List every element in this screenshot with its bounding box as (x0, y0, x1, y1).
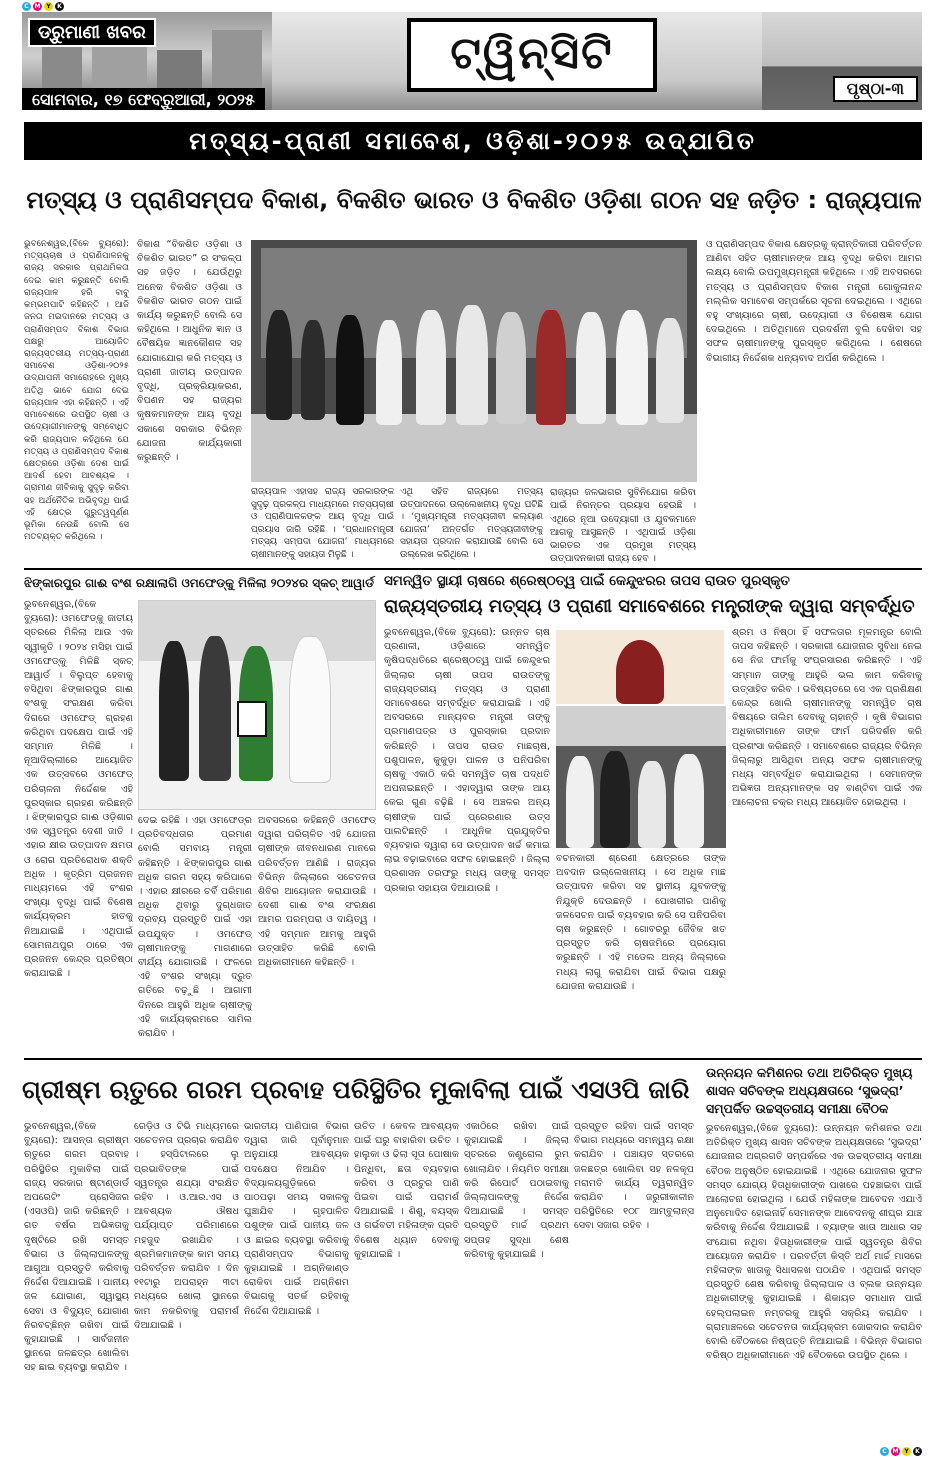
story-b-column-3-text: ଅବସରରେ କହିଛନ୍ତି ଓମଫେଡ୍ ଦ୍ୱାରା ପରିଚାଳିତ ଏହି ଯୋଜନା ଚାଷୀଙ୍କ ଜୀବନଧାରଣ ମାନରେ ପରିବର୍ତ୍ତନ ଆଣିଛି । ରାଜ୍ୟର ବିଭିନ୍ନ ଜିଲ୍ଲାରେ ସଚେତନତା ଶିବିର ଆୟୋଜନ କରାଯାଉଛି । ଦେଶୀ ଗାଈ ବଂଶ ସଂରକ୍ଷଣ ଆମର ପରମ୍ପରା ଓ ଦାୟିତ୍ୱ । ଏହି ସମ୍ମାନ ଆମକୁ ଆହୁରି ଉତ୍ସାହିତ କରିଛି ବୋଲି ଅଧିକାରୀମାନେ କହିଛନ୍ତି । (258, 815, 376, 969)
story-d-column-6-text: ପ୍ରସ୍ତୁତ ରହିବା ପାଇଁ ସମସ୍ତ ବିଭାଗ ମଧ୍ୟରେ ସମନ୍ୱୟ ରକ୍ଷା କରାଯିବ । ପଞ୍ଚାୟତ ସ୍ତରରେ ଜଳଛତ୍ର ଖୋଲିବା ସହ ନଳକୂପ ମରାମତି କାର୍ଯ୍ୟ ତ୍ୱରାନ୍ୱିତ କରାଯିବ । ଜରୁରୀକାଳୀନ ପରିସ୍ଥିତିରେ ୧୦୮ ଆମ୍ବୁଲାନ୍ସ ସେବା ସଜାଗ ରହିବ । (574, 1121, 694, 1232)
lead-event-photo (251, 240, 697, 482)
story-c-column-2-text: ବଚନକାରୀ ଶ୍ରେଣୀ କ୍ଷେତ୍ରରେ ତାଙ୍କ ଅବଦାନ ଉଲ୍ଲେଖନୀୟ । ସେ ଅଧିକ ମାଛ ଉତ୍ପାଦନ କରିବା ସହ ସ୍ଥାନୀୟ ଯୁବକଙ୍କୁ ନିଯୁକ୍ତି ଦେଉଛନ୍ତି । ପୋଖରୀର ପାଣିକୁ ଜଳସେଚନ ପାଇଁ ବ୍ୟବହାର କରି ସେ ପନିପରିବା ଚାଷ କରୁଛନ୍ତି । ଗୋବରରୁ ଜୈବିକ ଖତ ପ୍ରସ୍ତୁତ କରି ଚାଷଜମିରେ ପ୍ରୟୋଗ କରୁଛନ୍ତି । ଏହି ମଡେଲ ଅନ୍ୟ ଜିଲ୍ଲାରେ ମଧ୍ୟ ଲାଗୁ କରାଯିବା ପାଇଁ ବିଭାଗ ପକ୍ଷରୁ ଯୋଜନା କରାଯାଉଛି । (556, 853, 726, 992)
stage-banner (556, 706, 726, 746)
story-b-award-photo (138, 600, 376, 810)
lead-caption-text-2: ଏଥି ସହିତ ରାଜ୍ୟରେ ମତ୍ସ୍ୟ ଉତ୍ପାଦନରେ ଉଲ୍ଲେଖନୀୟ ବୃଦ୍ଧି ଘଟିଛି । ‘ମୁଖ୍ୟମନ୍ତ୍ରୀ ମତ୍ସ୍ୟଜୀବୀ କଲ୍ୟାଣ ଯୋଜନା’ ଅନ୍ତର୍ଗତ ମତ୍ସ୍ୟଜୀବୀଙ୍କୁ ସହାୟତା ପ୍ରଦାନ କରାଯାଉଛି ବୋଲି ସେ ଉଲ୍ଲେଖ କରିଥିଲେ । (400, 487, 543, 560)
lead-caption-column-1 (251, 486, 394, 566)
lead-caption-text-3: ରାଜ୍ୟର ଜଳଭାଗର ସୁବିନିଯୋଗ କରିବା ପାଇଁ ନିରନ୍ତର ପ୍ରୟାସ ହେଉଛି । ଏଥିରେ ନୂଆ ଉଦ୍ୟୋଗୀ ଓ ଯୁବକମାନେ ଆଗକୁ ଆସୁଛନ୍ତି । ଏଥିପାଇଁ ଓଡ଼ିଶା ଭାରତର ଏକ ପ୍ରମୁଖ ମତ୍ସ୍ୟ ଉତ୍ପାଦନକାରୀ ରାଜ୍ୟ ହେବ । (550, 487, 696, 565)
yellow-dot: Y (902, 1447, 911, 1456)
section-title: ଟ୍ୱିନ୍‌ସିଟି (407, 18, 657, 92)
story-c-stage-photo (556, 706, 726, 848)
magenta-dot: M (892, 1448, 899, 1455)
lead-column-4-text: ଓ ପ୍ରାଣିସମ୍ପଦ ବିକାଶ କ୍ଷେତ୍ରକୁ କ୍ରାନ୍ତିକାରୀ ପରିବର୍ତ୍ତନ ଆଣିବା ସହିତ ଚାଷୀମାନଙ୍କ ଆୟ ବୃଦ୍ଧି କରିବା ଆମର ଲକ୍ଷ୍ୟ ବୋଲି ଉପମୁଖ୍ୟମନ୍ତ୍ରୀ କହିଥିଲେ । ଏହି ଅବସରରେ ମତ୍ସ୍ୟ ଓ ପ୍ରାଣିସମ୍ପଦ ବିକାଶ ମନ୍ତ୍ରୀ ଗୋକୁଳାନନ୍ଦ ମଲ୍ଲିକ ସମାବେଶ ସମ୍ପର୍କରେ ସୂଚନା ଦେଇଥିଲେ । ଏଥିରେ ବହୁ ସଂଖ୍ୟାରେ ଚାଷୀ, ଉଦ୍ୟୋଗୀ ଓ ବିଶେଷଜ୍ଞ ଯୋଗ ଦେଇଥିଲେ । ଅତିଥିମାନେ ପ୍ରଦର୍ଶନୀ ବୁଲି ଦେଖିବା ସହ ସଫଳ ଚାଷୀମାନଙ୍କୁ ପୁରସ୍କୃତ କରିଥିଲେ । ଶେଷରେ ବିଭାଗୀୟ ନିର୍ଦ୍ଦେଶକ ଧନ୍ୟବାଦ ଅର୍ପଣ କରିଥିଲେ । (706, 239, 922, 364)
award-plaque (237, 701, 267, 737)
story-d-column-4-text: ଉଚିତ । କେବଳ ଆବଶ୍ୟକ ପାଇଁ ଘରୁ ବାହାରିବା ଉଚିତ । ହାଲୁକା ଓ ଢିଲା ସୂତା ପୋଷାକ ପିନ୍ଧିବା, ଛତା ବ୍ୟବହାର କରିବା ଓ ପ୍ରଚୁର ପାଣି ପିଇବା ପାଇଁ ପରାମର୍ଶ ଦିଆଯାଇଛି । ଶିଶୁ, ବୟସ୍କ ଓ ଗର୍ଭବତୀ ମହିଳାଙ୍କ ପ୍ରତି ବିଶେଷ ଧ୍ୟାନ ଦେବାକୁ କୁହାଯାଇଛି । (354, 1121, 459, 1260)
cyan-dot: C (22, 2, 31, 11)
story-d-column-5-text: ଏକାଠିରେ ରଖିବା ପାଇଁ କୁହାଯାଇଛି । ଜିଲ୍ଲା ସ୍ତରରେ କଣ୍ଟ୍ରୋଲ ରୁମ ଖୋଲାଯିବ । ନିୟମିତ ସମୀକ୍ଷା କରି ରିପୋର୍ଟ ପଠାଇବାକୁ ଜିଲ୍ଲାପାଳଙ୍କୁ ନିର୍ଦ୍ଦେଶ ଦିଆଯାଇଛି । ସମସ୍ତ ପ୍ରସ୍ତୁତି ମାର୍ଚ୍ଚ ପ୍ରଥମ ସପ୍ତାହ ସୁଦ୍ଧା ଶେଷ କରିବାକୁ କୁହାଯାଇଛି । (464, 1121, 569, 1260)
story-d-column-6 (574, 1120, 694, 1440)
story-c-column-3 (732, 626, 922, 1050)
lead-caption-column-3 (550, 486, 696, 566)
divider-rule (24, 1058, 922, 1060)
story-c-headline: ରାଜ୍ୟସ୍ତରୀୟ ମତ୍ସ୍ୟ ଓ ପ୍ରାଣୀ ସମାବେଶରେ ମନ୍ତ୍ରୀଙ୍କ ଦ୍ୱାରା ସମ୍ବର୍ଦ୍ଧିତ (384, 596, 915, 617)
lead-column-1-text: ଭୁବନେଶ୍ୱର,(ବିକେ ବ୍ୟୁରୋ): ମତ୍ସ୍ୟଚାଷ ଓ ପ୍ରାଣିପାଳନକୁ ରାଜ୍ୟ ସରକାର ପ୍ରାଥମିକତା ଦେଇ କାମ କରୁଛନ୍ତି ବୋଲି ରାଜ୍ୟପାଳ ହରି ବାବୁ କମ୍ଭମପାଟି କହିଛନ୍ତି । ଆଜି ଜନତା ମଇଦାନରେ ମତ୍ସ୍ୟ ଓ ପ୍ରାଣିସମ୍ପଦ ବିକାଶ ବିଭାଗ ପକ୍ଷରୁ ଆୟୋଜିତ ରାଜ୍ୟସ୍ତରୀୟ ମତ୍ସ୍ୟ-ପ୍ରାଣୀ ସମାବେଶ ଓଡ଼ିଶା-୨୦୨୫ ଉଦ୍‌ଯାପନୀ ସମାରୋହରେ ମୁଖ୍ୟ ଅତିଥି ଭାବେ ଯୋଗ ଦେଇ ରାଜ୍ୟପାଳ ଏହା କହିଛନ୍ତି । ଏହି ସମାବେଶରେ ଉପସ୍ଥିତ ଚାଷୀ ଓ ଉଦ୍ୟୋଗୀମାନଙ୍କୁ ସମ୍ବୋଧିତ କରି ରାଜ୍ୟପାଳ କହିଥିଲେ ଯେ ମତ୍ସ୍ୟ ଓ ପ୍ରାଣିସମ୍ପଦ ବିକାଶ କ୍ଷେତ୍ରରେ ଓଡ଼ିଶା ଦେଶ ପାଇଁ ଆଦର୍ଶ ହେବା ଆବଶ୍ୟକ । ଗ୍ରାମୀଣ ଜୀବିକାକୁ ସୁଦୃଢ଼ କରିବା ସହ ଅର୍ଥନୈତିକ ଅଭିବୃଦ୍ଧି ପାଇଁ ଏହି କ୍ଷେତ୍ର ଗୁରୁତ୍ୱପୂର୍ଣ୍ଣ ଭୂମିକା ନେଉଛି ବୋଲି ସେ ମତବ୍ୟକ୍ତ କରିଥିଲେ । (24, 239, 129, 543)
portrait-figure (616, 640, 664, 704)
yellow-dot: Y (44, 2, 53, 11)
story-e-body (706, 1122, 922, 1440)
cmyk-registration-bottom (880, 1447, 922, 1456)
story-c-column-2 (556, 852, 726, 1050)
black-dot: K (55, 2, 64, 11)
story-b-column-1-text: ଭୁବନେଶ୍ୱର,(ବିକେ ବ୍ୟୁରୋ): ଓମଫେଡ୍‌କୁ ଜାତୀୟ ସ୍ତରରେ ମିଳିଲା ଆଉ ଏକ ସ୍ୱୀକୃତି । ୨୦୨୪ ମସିହା ପାଇଁ ଓମଫେଡ୍‌କୁ ମିଳିଛି ସ୍କଚ୍ ଆୱାର୍ଡ । ବିଲୁପ୍ତ ହେବାକୁ ବସିଥିବା ଝିଙ୍କାରପୁର ଗାଈ ବଂଶକୁ ସଂରକ୍ଷଣ କରିବା ଦିଗରେ ଓମଫେଡ୍ ଗ୍ରହଣ କରିଥିବା ପଦକ୍ଷେପ ପାଇଁ ଏହି ସମ୍ମାନ ମିଳିଛି । ନୂଆଦିଲ୍ଲୀରେ ଆୟୋଜିତ ଏକ ଉତ୍ସବରେ ଓମଫେଡ୍ ପରିଚାଳନା ନିର୍ଦ୍ଦେଶକ ଏହି ପୁରସ୍କାର ଗ୍ରହଣ କରିଛନ୍ତି । ଝିଙ୍କାରପୁର ଗାଈ ଓଡ଼ିଶାର ଏକ ସ୍ୱତନ୍ତ୍ର ଦେଶୀ ଜାତି । ଏହାର କ୍ଷୀର ଉତ୍ପାଦନ କ୍ଷମତା ଓ ରୋଗ ପ୍ରତିରୋଧକ ଶକ୍ତି ଅଧିକ । କୃତ୍ରିମ ପ୍ରଜନନ ମାଧ୍ୟମରେ ଏହି ବଂଶର ସଂଖ୍ୟା ବୃଦ୍ଧି ପାଇଁ ବିଶେଷ କାର୍ଯ୍ୟକ୍ରମ ହାତକୁ ନିଆଯାଇଛି । ଏଥିପାଇଁ ସୋମନାଥପୁର ଠାରେ ଏକ ପ୍ରଜନନ କେନ୍ଦ୍ର ପ୍ରତିଷ୍ଠା କରାଯାଇଛି । (24, 599, 133, 980)
story-d-column-5 (464, 1120, 569, 1440)
story-c-column-1 (384, 626, 550, 1050)
story-e-headline (706, 1064, 922, 1120)
story-d-column-3 (244, 1120, 349, 1440)
black-dot: K (913, 1447, 922, 1456)
lead-headline: ମତ୍ସ୍ୟ ଓ ପ୍ରାଣିସମ୍ପଦ ବିକାଶ, ବିକଶିତ ଭାରତ ଓ ବିକଶିତ ଓଡ଼ିଶା ଗଠନ ସହ ଜଡ଼ିତ : ରାଜ୍ୟପାଳ (26, 186, 922, 214)
story-c-portrait-photo (556, 630, 724, 704)
story-d-column-1-text: ଭୁବନେଶ୍ୱର,(ବିକେ ବ୍ୟୁରୋ): ଆସନ୍ତା ଗ୍ରୀଷ୍ମ ଋତୁରେ ଗରମ ପ୍ରବାହ ପରିସ୍ଥିତିର ମୁକାବିଲା ପାଇଁ ରାଜ୍ୟ ସରକାର ଷ୍ଟାଣ୍ଡାର୍ଡ ଅପରେଟିଂ ପ୍ରୋସିଜର (ଏସଓପି) ଜାରି କରିଛନ୍ତି । ଗତ ବର୍ଷର ଅଭିଜ୍ଞତାକୁ ଦୃଷ୍ଟିରେ ରଖି ସମସ୍ତ ବିଭାଗ ଓ ଜିଲ୍ଲାପାଳଙ୍କୁ ଆଗୁଆ ପ୍ରସ୍ତୁତି କରିବାକୁ ନିର୍ଦ୍ଦେଶ ଦିଆଯାଇଛି । ପାନୀୟ ଜଳ ଯୋଗାଣ, ସ୍ୱାସ୍ଥ୍ୟ ସେବା ଓ ବିଦ୍ୟୁତ୍ ଯୋଗାଣ ନିରବଚ୍ଛିନ୍ନ ରଖିବା ପାଇଁ କୁହାଯାଇଛି । ସାର୍ବଜନୀନ ସ୍ଥାନରେ ଜଳଛତ୍ର ଖୋଲିବା ସହ ଛାଇ ବ୍ୟବସ୍ଥା କରାଯିବ । (24, 1121, 129, 1374)
lead-column-2-text: ବିକାଶ “ବିକଶିତ ଓଡ଼ିଶା ଓ ବିକଶିତ ଭାରତ” ର ସଂକଳ୍ପ ସହ ଜଡ଼ିତ । ଯେଉଁଥିରୁ ଅନେକ ବିକଶିତ ଓଡ଼ିଶା ଓ ବିକଶିତ ଭାରତ ଗଠନ ପାଇଁ କାର୍ଯ୍ୟ କରୁଛନ୍ତି ବୋଲି ସେ କହିଥିଲେ । ଆଧୁନିକ ଜ୍ଞାନ ଓ ବୈଷୟିକ ଜ୍ଞାନକୌଶଳ ସହ ଯୋଗାଯୋଗ କରି ମତ୍ସ୍ୟ ଓ ପ୍ରାଣୀ ଜାତୀୟ ଉତ୍ପାଦନ ବୃଦ୍ଧି, ପ୍ରକ୍ରିୟାକରଣ, ବିପଣନ ସହ ରାଜ୍ୟର କୃଷକମାନଙ୍କ ଆୟ ବୃଦ୍ଧି ସକାଶେ ସରକାର ବିଭିନ୍ନ ଯୋଜନା କାର୍ଯ୍ୟକାରୀ କରୁଛନ୍ତି । (137, 239, 242, 464)
lead-column-2 (137, 238, 242, 568)
cyan-dot: C (880, 1447, 889, 1456)
magenta-dot: M (34, 3, 41, 10)
story-c-column-3-text: ଶ୍ରମ ଓ ନିଷ୍ଠା ହିଁ ସଫଳତାର ମୂଳମନ୍ତ୍ର ବୋଲି ତାପସ କହିଛନ୍ତି । ସରକାରୀ ଯୋଜନାର ସୁବିଧା ନେଇ ସେ ନିଜ ଫାର୍ମକୁ ସଂପ୍ରସାରଣ କରିଛନ୍ତି । ଏହି ସମ୍ମାନ ତାଙ୍କୁ ଆହୁରି ଭଲ କାମ କରିବାକୁ ଉତ୍ସାହିତ କରିବ । ଭବିଷ୍ୟତରେ ସେ ଏକ ପ୍ରଶିକ୍ଷଣ କେନ୍ଦ୍ର ଖୋଲି ଚାଷୀମାନଙ୍କୁ ସମନ୍ୱିତ ଚାଷ ବିଷୟରେ ତାଲିମ ଦେବାକୁ ଚାହାନ୍ତି । କୃଷି ବିଭାଗର ଅଧିକାରୀମାନେ ତାଙ୍କ ଫାର୍ମ ପରିଦର୍ଶନ କରି ପ୍ରଶଂସା କରିଛନ୍ତି । ସମାବେଶରେ ରାଜ୍ୟର ବିଭିନ୍ନ ଜିଲ୍ଲାରୁ ଆସିଥିବା ଅନ୍ୟ ସଫଳ ଚାଷୀମାନଙ୍କୁ ମଧ୍ୟ ସମ୍ବର୍ଦ୍ଧିତ କରାଯାଇଥିଲା । ସେମାନଙ୍କ ଅଭିଜ୍ଞତା ଅନ୍ୟମାନଙ୍କ ସହ ବାଣ୍ଟିବା ପାଇଁ ଏକ ଆଲୋଚନା ଚକ୍ର ମଧ୍ୟ ଆୟୋଜିତ ହୋଇଥିଲା । (732, 627, 922, 809)
cmyk-registration-top (22, 2, 64, 11)
story-d-column-1 (24, 1120, 129, 1440)
issue-date: ସୋମବାର, ୧୭ ଫେବ୍ରୁଆରୀ, ୨୦୨୫ (22, 88, 265, 110)
story-b-column-2-text: ଦେଇ ରହିଛି । ଏହା ଓମଫେଡ୍‌ର ପ୍ରତିବଦ୍ଧତାର ପ୍ରମାଣ ବୋଲି ସମବାୟ ମନ୍ତ୍ରୀ କହିଛନ୍ତି । ଝିଙ୍କାରପୁର ଗାଈ ଅଧିକ ଗରମ ସହ୍ୟ କରିପାରେ । ଏହାର କ୍ଷୀରରେ ଚର୍ବି ପରିମାଣ ଅଧିକ ଥିବାରୁ ଦୁଗ୍ଧଜାତ ଦ୍ରବ୍ୟ ପ୍ରସ୍ତୁତି ପାଇଁ ଏହା ଉପଯୁକ୍ତ । ଓମଫେଡ୍ ଚାଷୀମାନଙ୍କୁ ମାଗଣାରେ ବୀର୍ଯ୍ୟ ଯୋଗାଉଛି । ଫଳରେ ଏହି ବଂଶର ସଂଖ୍ୟା ଦ୍ରୁତ ଗତିରେ ବଢ଼ୁଛି । ଆଗାମୀ ଦିନରେ ଆହୁରି ଅଧିକ ଚାଷୀଙ୍କୁ ଏହି କାର୍ଯ୍ୟକ୍ରମରେ ସାମିଲ କରାଯିବ । (138, 815, 252, 1040)
story-c-kicker: ସମନ୍ୱିତ ସ୍ଥାୟୀ ଚାଷରେ ଶ୍ରେଷ୍ଠତ୍ୱ ପାଇଁ କେନ୍ଦୁଝରର ତାପସ ରାଉତ ପୁରସ୍କୃତ (384, 573, 790, 589)
story-b-headline: ଝିଙ୍କାରପୁର ଗାଈ ବଂଶ ରକ୍ଷାଲାଗି ଓମଫେଡ୍‌କୁ ମିଳିଲା ୨୦୨୪ର ସ୍କଚ୍ ଆୱାର୍ଡ (24, 576, 374, 590)
story-d-column-4 (354, 1120, 459, 1440)
event-band-title: ମତ୍ସ୍ୟ-ପ୍ରାଣୀ ସମାବେଶ, ଓଡ଼ିଶା-୨୦୨୫ ଉଦ୍‌ଯାପିତ (24, 122, 922, 160)
masthead (22, 12, 922, 110)
lead-column-1 (24, 238, 129, 568)
lead-column-4 (706, 238, 922, 568)
story-d-column-2-text: ରେଡ଼ିଓ ଓ ଟିଭି ମାଧ୍ୟମରେ ସଚେତନତା ପ୍ରଚାର କରାଯିବ । ହସ୍ପିଟାଲରେ ଲୁ ପ୍ରଭାବିତଙ୍କ ପାଇଁ ସ୍ୱତନ୍ତ୍ର ଶଯ୍ୟା ସଂରକ୍ଷିତ ରହିବ । ଓ.ଆର.ଏସ ଓ ଆବଶ୍ୟକ ଔଷଧ ପର୍ଯ୍ୟାପ୍ତ ପରିମାଣରେ ମହଜୁଦ ରଖାଯିବ । ଶ୍ରମିକମାନଙ୍କ କାମ ସମୟ ପରିବର୍ତ୍ତନ କରାଯିବ । ଦିନ ୧୧ଟାରୁ ଅପରାହ୍ନ ୩ଟା ମଧ୍ୟରେ ଖୋଲା ସ୍ଥାନରେ କାମ ନକରିବାକୁ ପରାମର୍ଶ ଦିଆଯାଇଛି । (134, 1121, 239, 1331)
story-b-column-2 (138, 814, 252, 1050)
story-d-column-2 (134, 1120, 239, 1440)
story-d-headline: ଗ୍ରୀଷ୍ମ ଋତୁରେ ଗରମ ପ୍ରବାହ ପରିସ୍ଥିତିର ମୁକାବିଲା ପାଇଁ ଏସଓପି ଜାରି (22, 1075, 690, 1104)
newspaper-brand: ଡ୍ରୁମାଣୀ ଖବର (28, 18, 156, 47)
lead-caption-text-1: ରାଜ୍ୟପାଳ ଏହାସହ ରାଜ୍ୟ ସରକାରଙ୍କ ସୁଦୃଢ଼ ପ୍ରକଳ୍ପ ମାଧ୍ୟମରେ ମତ୍ସ୍ୟଚାଷୀ ଓ ପ୍ରାଣିପାଳକଙ୍କ ଆୟ ବୃଦ୍ଧି ପାଇଁ ପ୍ରୟାସ ଜାରି ରହିଛି । ‘ପ୍ରଧାନମନ୍ତ୍ରୀ ମତ୍ସ୍ୟ ସମ୍ପଦା ଯୋଜନା’ ମାଧ୍ୟମରେ ଚାଷୀମାନଙ୍କୁ ସହାୟତା ମିଳୁଛି । (251, 487, 394, 560)
story-b-column-3 (258, 814, 376, 1050)
story-e-body-text: ଭୁବନେଶ୍ୱର,(ବିକେ ବ୍ୟୁରୋ): ଉନ୍ନୟନ କମିଶନର ତଥା ଅତିରିକ୍ତ ମୁଖ୍ୟ ଶାସନ ସଚିବଙ୍କ ଅଧ୍ୟକ୍ଷତାରେ ‘ସୁଭଦ୍ରା’ ଯୋଜନାର ଅଗ୍ରଗତି ସମ୍ପର୍କରେ ଏକ ଉଚ୍ଚସ୍ତରୀୟ ସମୀକ୍ଷା ବୈଠକ ଅନୁଷ୍ଠିତ ହୋଇଯାଇଛି । ଏଥିରେ ଯୋଜନାର ସୁଫଳ ସମସ୍ତ ଯୋଗ୍ୟ ହିତାଧିକାରୀଙ୍କ ପାଖରେ ପହଞ୍ଚାଇବା ପାଇଁ ଆଲୋଚନା ହୋଇଥିଲା । ଯେଉଁ ମହିଳାଙ୍କ ଆବେଦନ ଏଯାଏଁ ଅନୁମୋଦିତ ହୋଇନାହିଁ ସେମାନଙ୍କ ଆବେଦନକୁ ଶୀଘ୍ର ଯାଞ୍ଚ କରିବାକୁ ନିର୍ଦ୍ଦେଶ ଦିଆଯାଇଛି । ବ୍ୟାଙ୍କ ଖାତା ଆଧାର ସହ ସଂଯୋଗ ନଥିବା ହିତାଧିକାରୀଙ୍କ ପାଇଁ ସ୍ୱତନ୍ତ୍ର ଶିବିର ଆୟୋଜନ କରାଯିବ । ପରବର୍ତ୍ତୀ କିସ୍ତି ଅର୍ଥ ମାର୍ଚ୍ଚ ମାସରେ ମହିଳାଙ୍କ ଖାତାକୁ ସିଧାସଳଖ ପଠାଯିବ । ଏଥିପାଇଁ ସମସ୍ତ ପ୍ରସ୍ତୁତି ଶେଷ କରିବାକୁ ଜିଲ୍ଲାପାଳ ଓ ବ୍ଲକ ଉନ୍ନୟନ ଅଧିକାରୀଙ୍କୁ କୁହାଯାଇଛି । ଶିକାୟତ ସମାଧାନ ପାଇଁ ହେଲ୍ପଲାଇନ ନମ୍ବରକୁ ଆହୁରି ସକ୍ରିୟ କରାଯିବ । ଗ୍ରାମାଞ୍ଚଳରେ ସଚେତନତା କାର୍ଯ୍ୟକ୍ରମ ଜୋରଦାର କରାଯିବ ବୋଲି ବୈଠକରେ ନିଷ୍ପତ୍ତି ନିଆଯାଇଛି । ବିଭିନ୍ନ ବିଭାଗର ବରିଷ୍ଠ ଅଧିକାରୀମାନେ ଏହି ବୈଠକରେ ଉପସ୍ଥିତ ଥିଲେ । (706, 1123, 922, 1362)
story-d-column-3-text: ଭାରତୀୟ ପାଣିପାଗ ବିଭାଗ ଦ୍ୱାରା ଜାରି ପୂର୍ବାନୁମାନ ଅନୁଯାୟୀ ଆବଶ୍ୟକ ପଦକ୍ଷେପ ନିଆଯିବ । ବିଦ୍ୟାଳୟଗୁଡ଼ିକରେ ପାଠପଢ଼ା ସମୟ ସକାଳକୁ ଘୁଞ୍ଚାଯିବ । ଗୃହପାଳିତ ପଶୁଙ୍କ ପାଇଁ ପାନୀୟ ଜଳ ଓ ଛାଇର ବ୍ୟବସ୍ଥା କରିବାକୁ ପ୍ରାଣିସମ୍ପଦ ବିଭାଗକୁ କୁହାଯାଇଛି । ଅଗ୍ନିକାଣ୍ଡ ରୋକିବା ପାଇଁ ଅଗ୍ନିଶମ ବିଭାଗକୁ ସତର୍କ ରହିବାକୁ ନିର୍ଦ୍ଦେଶ ଦିଆଯାଇଛି । (244, 1121, 349, 1317)
story-b-column-1 (24, 598, 133, 1050)
page-number: ପୃଷ୍ଠା-୩ (833, 76, 918, 102)
story-e-headline-text: ଉନ୍ନୟନ କମିଶନର ତଥା ଅତିରିକ୍ତ ମୁଖ୍ୟ ଶାସନ ସଚିବଙ୍କ ଅଧ୍ୟକ୍ଷତାରେ ‘ସୁଭଦ୍ରା’ ସମ୍ପର୍କିତ ଉଚ୍ଚସ୍ତରୀୟ ସମୀକ୍ଷା ବୈଠକ (706, 1065, 913, 1116)
lead-caption-column-2 (400, 486, 543, 566)
story-c-column-1-text: ଭୁବନେଶ୍ୱର,(ବିକେ ବ୍ୟୁରୋ): ଉନ୍ନତ ଚାଷ ପ୍ରଣାଳୀ, ଓଡ଼ିଶାରେ ସମନ୍ୱିତ କୃଷିପଦ୍ଧତିରେ ଶ୍ରେଷ୍ଠତ୍ୱ ପାଇଁ କେନ୍ଦୁଝର ଜିଲ୍ଲାର ଚାଷୀ ତାପସ ରାଉତଙ୍କୁ ରାଜ୍ୟସ୍ତରୀୟ ମତ୍ସ୍ୟ ଓ ପ୍ରାଣୀ ସମାବେଶରେ ସମ୍ବର୍ଦ୍ଧିତ କରାଯାଇଛି । ଏହି ଅବସରରେ ମାନ୍ୟବର ମନ୍ତ୍ରୀ ତାଙ୍କୁ ପ୍ରମାଣପତ୍ର ଓ ପୁରସ୍କାର ପ୍ରଦାନ କରିଛନ୍ତି । ତାପସ ରାଉତ ମାଛଚାଷ, ପଶୁପାଳନ, କୁକୁଡ଼ା ପାଳନ ଓ ପନିପରିବା ଚାଷକୁ ଏକାଠି କରି ସମନ୍ୱିତ ଚାଷ ପଦ୍ଧତି ଅପନାଇଛନ୍ତି । ଏହାଦ୍ୱାରା ତାଙ୍କ ଆୟ କେଇ ଗୁଣ ବଢ଼ିଛି । ସେ ଅଞ୍ଚଳର ଅନ୍ୟ ଚାଷୀଙ୍କ ପାଇଁ ପ୍ରେରଣାର ଉତ୍ସ ପାଲଟିଛନ୍ତି । ଆଧୁନିକ ପ୍ରଯୁକ୍ତିର ବ୍ୟବହାର ଦ୍ୱାରା ସେ ଉତ୍ପାଦନ ଖର୍ଚ୍ଚ କମାଇ ଲାଭ ବଢ଼ାଇବାରେ ସଫଳ ହୋଇଛନ୍ତି । ଜିଲ୍ଲା ପ୍ରଶାସନ ତରଫରୁ ମଧ୍ୟ ତାଙ୍କୁ ସମସ୍ତ ପ୍ରକାର ସହାୟତା ଦିଆଯାଉଛି । (384, 627, 550, 894)
